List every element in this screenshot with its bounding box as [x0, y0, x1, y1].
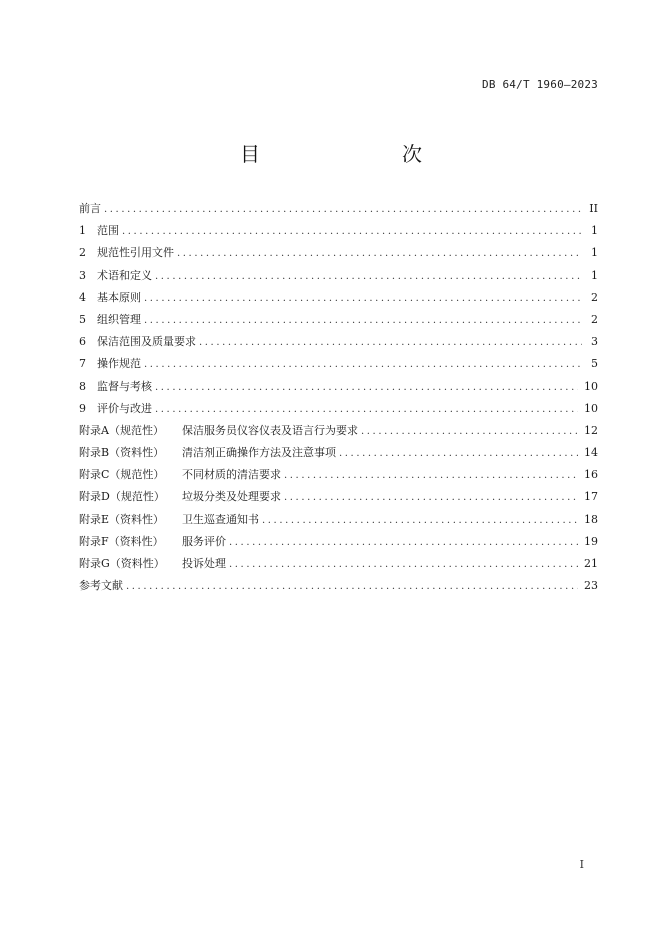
table-of-contents: [79, 200, 598, 599]
toc-page-number: 14: [584, 446, 598, 460]
toc-section-number: 1: [79, 224, 86, 238]
toc-label: 投诉处理: [182, 557, 226, 570]
toc-dot-leader: [229, 559, 578, 570]
toc-entry[interactable]: [79, 444, 598, 466]
toc-dot-leader: [177, 248, 582, 259]
toc-page-number: 12: [584, 423, 598, 437]
toc-section-number: 6: [79, 335, 86, 349]
toc-page-number: 1: [591, 246, 598, 260]
toc-dot-leader: [144, 315, 582, 326]
toc-label: 卫生巡查通知书: [182, 512, 259, 526]
toc-dot-leader: [155, 382, 578, 393]
toc-label: 保洁服务员仪容仪表及语言行为要求: [182, 423, 358, 437]
toc-entry[interactable]: [79, 577, 598, 599]
toc-section-number: 7: [79, 357, 86, 371]
toc-page-number: 17: [584, 490, 598, 504]
toc-page-number: 10: [584, 401, 598, 415]
toc-section-number: 3: [79, 268, 86, 282]
toc-dot-leader: [126, 581, 578, 592]
toc-entry[interactable]: [79, 222, 598, 244]
toc-entry[interactable]: [79, 511, 598, 533]
toc-page-number: 18: [584, 512, 598, 526]
toc-entry[interactable]: [79, 378, 598, 400]
toc-label: 保洁范围及质量要求: [97, 335, 196, 349]
standard-code: DB 64/T 1960—2023: [482, 78, 598, 91]
toc-dot-leader: [122, 226, 582, 237]
toc-dot-leader: [284, 470, 578, 481]
toc-entry[interactable]: [79, 466, 598, 488]
toc-dot-leader: [229, 537, 578, 548]
toc-page-number: 3: [591, 335, 598, 349]
toc-dot-leader: [199, 337, 582, 348]
toc-entry[interactable]: [79, 400, 598, 422]
toc-entry[interactable]: [79, 333, 598, 355]
toc-label: 规范性引用文件: [97, 246, 174, 260]
toc-dot-leader: [155, 271, 582, 282]
toc-entry[interactable]: [79, 355, 598, 377]
toc-appendix-id: 附录E（资料性）: [79, 512, 165, 526]
toc-label: 不同材质的清洁要求: [182, 468, 281, 482]
toc-dot-leader: [284, 492, 578, 503]
toc-appendix-id: 附录D（规范性）: [79, 490, 165, 504]
toc-dot-leader: [155, 404, 578, 415]
toc-dot-leader: [262, 515, 578, 526]
page-number: I: [579, 858, 584, 871]
toc-label: 参考文献: [79, 579, 123, 593]
toc-page-number: 2: [591, 312, 598, 326]
toc-section-number: 2: [79, 246, 86, 260]
toc-page-number: 1: [591, 268, 598, 282]
toc-page-number: 5: [591, 357, 598, 371]
toc-dot-leader: [361, 426, 578, 437]
toc-appendix-id: 附录B（资料性）: [79, 446, 165, 460]
toc-title: 目 次: [240, 142, 456, 166]
toc-entry[interactable]: [79, 289, 598, 311]
toc-dot-leader: [339, 448, 578, 459]
toc-page-number: 10: [584, 379, 598, 393]
toc-label: 范围: [97, 224, 119, 238]
toc-entry[interactable]: [79, 555, 598, 577]
toc-page-number: 19: [584, 534, 598, 548]
toc-section-number: 4: [79, 290, 86, 304]
toc-label: 服务评价: [182, 534, 226, 548]
toc-entry[interactable]: [79, 422, 598, 444]
toc-entry[interactable]: [79, 244, 598, 266]
toc-page-number: 2: [591, 290, 598, 304]
toc-label: 基本原则: [97, 290, 141, 304]
toc-page-number: 1: [591, 224, 598, 238]
toc-section-number: 8: [79, 379, 86, 393]
toc-entry[interactable]: [79, 488, 598, 510]
toc-entry[interactable]: [79, 311, 598, 333]
toc-label: 操作规范: [97, 357, 141, 371]
toc-appendix-id: 附录A（规范性）: [79, 423, 164, 437]
toc-label: 术语和定义: [97, 268, 152, 282]
toc-entry[interactable]: [79, 200, 598, 222]
toc-dot-leader: [104, 204, 582, 215]
toc-appendix-id: 附录F（资料性）: [79, 534, 164, 548]
toc-page-number: 21: [584, 557, 598, 570]
toc-section-number: 5: [79, 312, 86, 326]
toc-page-number: 23: [584, 579, 598, 593]
toc-label: 监督与考核: [97, 379, 152, 393]
toc-label: 评价与改进: [97, 401, 152, 415]
toc-entry[interactable]: [79, 267, 598, 289]
toc-appendix-id: 附录C（规范性）: [79, 468, 165, 482]
toc-page-number: II: [589, 202, 598, 215]
toc-label: 清洁剂正确操作方法及注意事项: [182, 446, 336, 460]
toc-section-number: 9: [79, 401, 86, 415]
toc-label: 垃圾分类及处理要求: [182, 490, 281, 504]
toc-label: 前言: [79, 202, 101, 215]
toc-label: 组织管理: [97, 312, 141, 326]
toc-entry[interactable]: [79, 533, 598, 555]
toc-page-number: 16: [584, 468, 598, 482]
toc-appendix-id: 附录G（资料性）: [79, 557, 165, 570]
toc-dot-leader: [144, 359, 582, 370]
toc-dot-leader: [144, 293, 582, 304]
